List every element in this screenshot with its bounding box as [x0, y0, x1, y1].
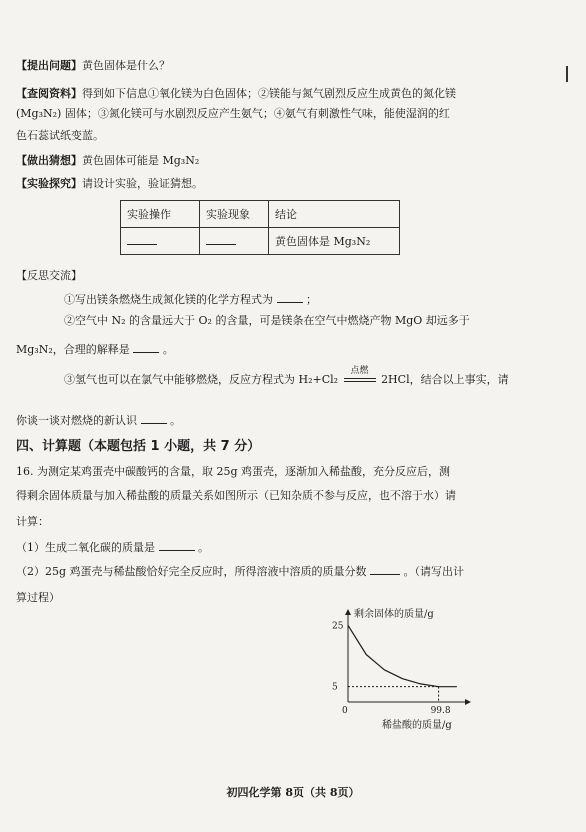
info-line-2: (Mg₃N₂) 固体；③氮化镁可与水剧烈反应产生氨气；④氨气有刺激性气味，能使湿润的红 [16, 107, 450, 120]
table-header-cell: 实验操作 [121, 201, 200, 228]
y-tick-label: 25 [332, 621, 344, 632]
question-text: 黄色固体是什么？ [82, 59, 170, 72]
table-cell: 黄色固体是 Mg₃N₂ [269, 228, 400, 255]
origin-label: 0 [342, 706, 348, 716]
section-4-title: 四、计算题（本题包括 1 小题，共 7 分） [16, 439, 261, 454]
table-header-row [121, 201, 400, 228]
table-blank-cell[interactable] [200, 228, 269, 255]
reaction-condition [342, 366, 378, 388]
sub1-blank[interactable] [159, 540, 195, 551]
hypothesis-text: 黄色固体可能是 Mg₃N₂ [82, 154, 200, 167]
r3-blank[interactable] [141, 413, 167, 424]
sub2-blank[interactable] [370, 564, 400, 575]
experiment-table [120, 200, 400, 255]
r3-line2-text: 你谈一谈对燃烧的新认识 [16, 414, 137, 427]
question-tag: 【提出问题】 [16, 59, 82, 72]
series-line [348, 625, 457, 686]
r3-suffix: 2HCl，结合以上事实，请 [381, 373, 509, 386]
r2-end: 。 [162, 343, 174, 356]
reflection-2-line-2 [16, 342, 174, 358]
info-line-1 [16, 86, 456, 102]
r1-end: ； [306, 293, 317, 306]
reflection-3-line-1 [64, 366, 509, 388]
experiment-tag: 【实验探究】 [16, 177, 82, 190]
info-line-3: 色石蕊试纸变蓝。 [16, 129, 104, 142]
question-line [16, 58, 170, 74]
sub1-end: 。 [198, 541, 209, 554]
condition-label: 点燃 [350, 366, 369, 376]
table-header-cell: 实验现象 [200, 201, 269, 228]
reflection-tag: 【反思交流】 [16, 269, 82, 282]
r3-end: 。 [170, 414, 181, 427]
mass-chart [320, 604, 480, 734]
reflection-1 [64, 292, 317, 308]
reflection-3-line-2 [16, 413, 181, 429]
margin-mark [566, 66, 568, 82]
sub1-text: （1）生成二氧化碳的质量是 [16, 541, 155, 554]
reflection-2-line-1: ②空气中 N₂ 的含量远大于 O₂ 的含量，可是镁条在空气中燃烧产物 MgO 却远多于 [64, 314, 470, 327]
q16-sub-2-line-2: 算过程） [16, 591, 60, 604]
q16-line-1: 16. 为测定某鸡蛋壳中碳酸钙的含量，取 25g 鸡蛋壳，逐渐加入稀盐酸，充分反应后，测 [16, 465, 451, 478]
hypothesis-line [16, 153, 199, 169]
r1-text: ①写出镁条燃烧生成氮化镁的化学方程式为 [64, 293, 273, 306]
info-text-1: 得到如下信息①氧化镁为白色固体；②镁能与氮气剧烈反应生成黄色的氮化镁 [82, 87, 456, 100]
sub2-end: 。（请写出计 [403, 565, 465, 578]
r2-text: Mg₃N₂，合理的解释是 [16, 343, 130, 356]
x-axis-label: 稀盐酸的质量/g [382, 720, 452, 731]
r2-blank[interactable] [133, 342, 159, 353]
experiment-line [16, 176, 203, 192]
table-blank-cell[interactable] [121, 228, 200, 255]
y-axis-label: 剩余固体的质量/g [354, 609, 434, 620]
r3-prefix: ③氢气也可以在氯气中能够燃烧，反应方程式为 H₂+Cl₂ [64, 373, 339, 386]
page-footer: 初四化学第 8页（共 8页） [226, 786, 360, 799]
q16-sub-1 [16, 540, 209, 556]
hypothesis-tag: 【做出猜想】 [16, 154, 82, 167]
x-tick-label: 99.8 [430, 706, 451, 716]
experiment-text: 请设计实验，验证猜想。 [82, 177, 203, 190]
q16-sub-2 [16, 564, 464, 580]
table-row [121, 228, 400, 255]
q16-line-3: 计算： [16, 515, 49, 528]
q16-line-2: 得剩余固体质量与加入稀盐酸的质量关系如图所示（已知杂质不参与反应，也不溶于水）请 [16, 489, 456, 502]
sub2-text: （2）25g 鸡蛋壳与稀盐酸恰好完全反应时，所得溶液中溶质的质量分数 [16, 565, 367, 578]
r1-blank[interactable] [277, 292, 303, 303]
table-header-cell: 结论 [269, 201, 400, 228]
y-tick-label: 5 [332, 682, 338, 693]
info-tag: 【查阅资料】 [16, 87, 82, 100]
